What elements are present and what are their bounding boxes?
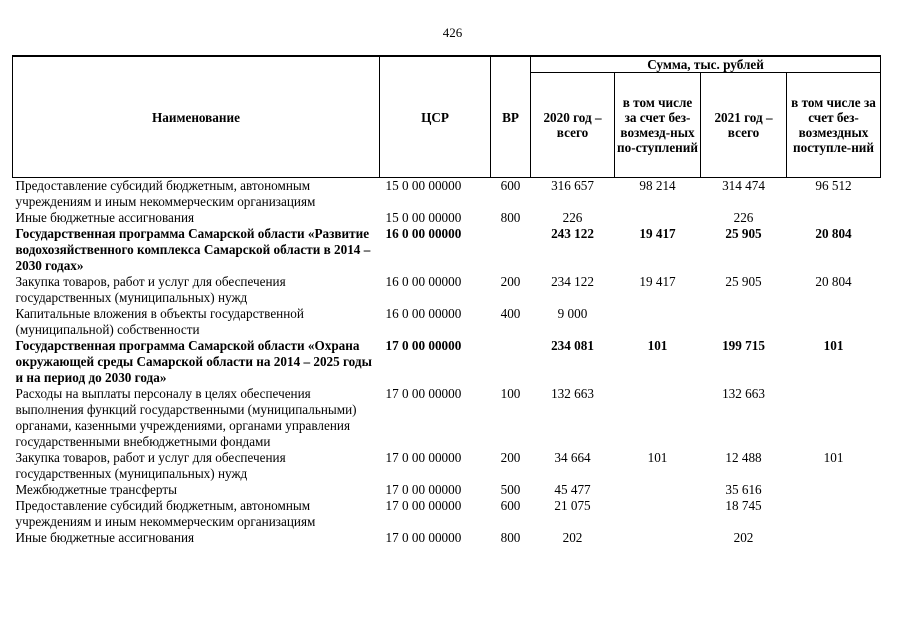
row-2021-total: 199 715 — [722, 338, 765, 353]
header-vr: ВР — [491, 56, 531, 178]
table-row — [13, 450, 881, 482]
row-vr: 500 — [500, 482, 521, 497]
row-2020-free — [615, 498, 701, 530]
table-body — [13, 178, 881, 547]
row-csr: 15 0 00 00000 — [385, 210, 462, 225]
row-vr: 200 — [500, 450, 521, 465]
table-row — [13, 178, 881, 211]
row-name: Расходы на выплаты персоналу в целях обеспечения выполнения функций государственными (муниципальными) органами, казенными учреждениями, органами управления государственными внебюджетными фондами — [15, 386, 357, 449]
row-2021-free: 101 — [823, 338, 844, 353]
row-name: Капитальные вложения в объекты государственной (муниципальной) собственности — [15, 306, 304, 337]
row-2020-free: 19 417 — [639, 274, 676, 289]
row-2021-free: 20 804 — [815, 274, 852, 289]
table-row — [13, 274, 881, 306]
row-vr: 100 — [500, 386, 521, 401]
row-2020-total: 45 477 — [554, 482, 591, 497]
row-csr: 17 0 00 00000 — [385, 530, 462, 545]
row-csr: 16 0 00 00000 — [385, 226, 462, 241]
row-name: Иные бюджетные ассигнования — [15, 530, 195, 545]
header-csr: ЦСР — [380, 56, 491, 178]
row-name: Иные бюджетные ассигнования — [15, 210, 195, 225]
table-row — [13, 498, 881, 530]
row-2021-free: 96 512 — [815, 178, 852, 193]
page-number: 426 — [442, 25, 463, 40]
row-2021-total: 25 905 — [725, 226, 762, 241]
row-2020-free — [615, 482, 701, 498]
row-vr: 600 — [500, 498, 521, 513]
table-row — [13, 482, 881, 498]
row-csr: 17 0 00 00000 — [385, 450, 462, 465]
row-2020-free: 19 417 — [639, 226, 676, 241]
row-2020-total: 243 122 — [551, 226, 594, 241]
row-vr: 800 — [500, 530, 521, 545]
row-vr — [491, 338, 531, 386]
row-name: Закупка товаров, работ и услуг для обеспечения государственных (муниципальных) нужд — [15, 274, 286, 305]
row-2020-free — [615, 530, 701, 546]
row-2021-free — [787, 530, 881, 546]
row-csr: 17 0 00 00000 — [385, 498, 462, 513]
row-2021-free — [787, 306, 881, 338]
table-row — [13, 226, 881, 274]
row-2020-free — [615, 386, 701, 450]
row-2021-free: 20 804 — [815, 226, 852, 241]
row-vr: 400 — [500, 306, 521, 321]
header-2020-total: 2020 год – всего — [531, 73, 615, 178]
row-vr: 200 — [500, 274, 521, 289]
row-2021-total: 12 488 — [725, 450, 762, 465]
table-row — [13, 386, 881, 450]
row-2021-total: 25 905 — [725, 274, 762, 289]
row-2021-total: 35 616 — [725, 482, 762, 497]
row-2020-total: 132 663 — [551, 386, 594, 401]
header-name: Наименование — [13, 56, 380, 178]
budget-table — [12, 55, 881, 546]
row-2020-total: 202 — [562, 530, 583, 545]
row-2020-total: 9 000 — [557, 306, 588, 321]
row-csr: 17 0 00 00000 — [385, 338, 462, 353]
header-sum: Сумма, тыс. рублей — [531, 56, 881, 73]
row-2021-total — [701, 306, 787, 338]
row-2021-free — [787, 498, 881, 530]
row-name: Предоставление субсидий бюджетным, автономным учреждениям и иным некоммерческим организациям — [15, 178, 316, 209]
row-name: Межбюджетные трансферты — [15, 482, 177, 497]
row-2021-free — [787, 482, 881, 498]
row-name: Предоставление субсидий бюджетным, автономным учреждениям и иным некоммерческим организациям — [15, 498, 316, 529]
row-2021-total: 18 745 — [725, 498, 762, 513]
table-row — [13, 338, 881, 386]
row-2021-total: 132 663 — [722, 386, 765, 401]
row-2021-free — [787, 210, 881, 226]
table-row — [13, 210, 881, 226]
row-name: Государственная программа Самарской области «Развитие водохозяйственного комплекса Самарской области в 2014 – 2030 годах» — [15, 226, 371, 273]
row-2020-total: 316 657 — [551, 178, 594, 193]
row-csr: 16 0 00 00000 — [385, 274, 462, 289]
header-2021-total: 2021 год – всего — [701, 73, 787, 178]
row-name: Государственная программа Самарской области «Охрана окружающей среды Самарской области на 2014 – 2025 годы и на период до 2030 года» — [15, 338, 372, 385]
header-2020-free: в том числе за счет без-возмезд-ных по-ступлений — [615, 73, 701, 178]
table-row — [13, 530, 881, 546]
row-2020-total: 226 — [562, 210, 583, 225]
row-2021-total: 202 — [733, 530, 754, 545]
row-2020-free: 101 — [647, 338, 668, 353]
row-2021-free: 101 — [823, 450, 844, 465]
header-2021-free: в том числе за счет без-возмездных поступле-ний — [787, 73, 881, 178]
row-2021-total: 226 — [733, 210, 754, 225]
row-2020-free — [615, 210, 701, 226]
row-vr: 800 — [500, 210, 521, 225]
row-2020-free: 98 214 — [639, 178, 676, 193]
row-2020-free: 101 — [647, 450, 668, 465]
row-csr: 16 0 00 00000 — [385, 306, 462, 321]
row-csr: 17 0 00 00000 — [385, 386, 462, 401]
table-header — [13, 56, 881, 178]
row-csr: 15 0 00 00000 — [385, 178, 462, 193]
row-2021-total: 314 474 — [722, 178, 765, 193]
row-name: Закупка товаров, работ и услуг для обеспечения государственных (муниципальных) нужд — [15, 450, 286, 481]
row-2021-free — [787, 386, 881, 450]
row-2020-total: 234 081 — [551, 338, 594, 353]
table-row — [13, 306, 881, 338]
row-2020-total: 234 122 — [551, 274, 594, 289]
row-vr — [491, 226, 531, 274]
row-vr: 600 — [500, 178, 521, 193]
row-2020-total: 21 075 — [554, 498, 591, 513]
row-csr: 17 0 00 00000 — [385, 482, 462, 497]
row-2020-free — [615, 306, 701, 338]
row-2020-total: 34 664 — [554, 450, 591, 465]
